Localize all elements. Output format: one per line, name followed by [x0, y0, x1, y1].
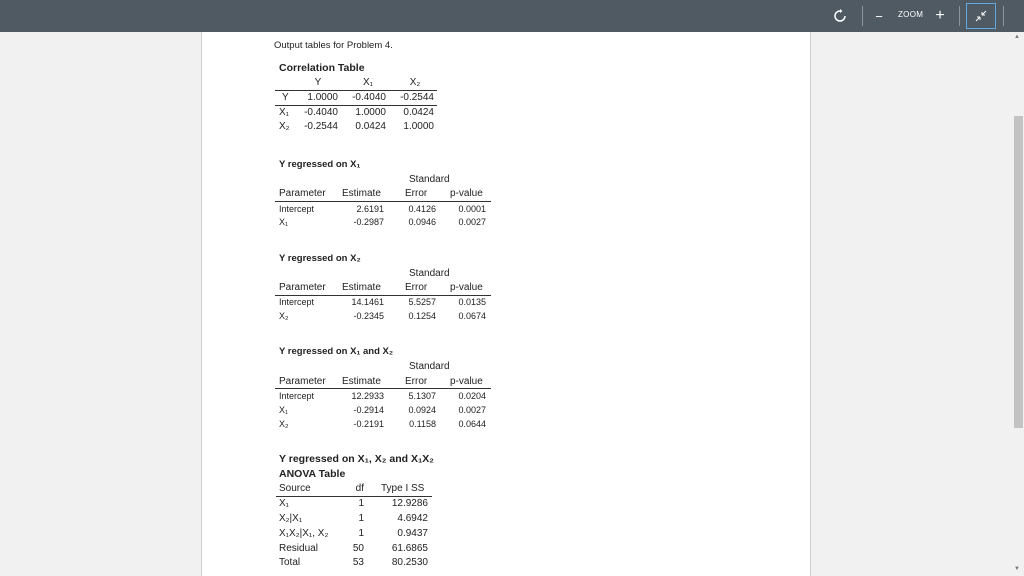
- reg-estimate: 14.1461: [351, 297, 384, 307]
- anova-df: 50: [352, 543, 364, 554]
- anova-source: X₂|X₁: [279, 513, 303, 524]
- anova-ss: 12.9286: [391, 498, 428, 509]
- reg-error: 0.0946: [408, 217, 436, 227]
- reg-header-standard: Standard: [409, 361, 450, 372]
- anova-df: 1: [358, 528, 364, 539]
- anova-source: X₁X₂|X₁, X₂: [279, 528, 329, 539]
- anova-source: Total: [279, 557, 301, 568]
- corr-title: Correlation Table: [279, 62, 365, 74]
- anova-title-1: Y regressed on X₁, X₂ and X₁X₂: [279, 453, 434, 465]
- anova-ss: 80.2530: [391, 557, 428, 568]
- toolbar-separator: [862, 6, 863, 26]
- reg-estimate: 12.2933: [351, 391, 384, 401]
- reg-pvalue: 0.0674: [458, 311, 486, 321]
- reg-error: 0.1254: [408, 311, 436, 321]
- corr-cell: 0.0424: [403, 107, 434, 118]
- reg-header-standard: Standard: [409, 268, 450, 279]
- reg-header-standard: Standard: [409, 174, 450, 185]
- table-rule: [275, 105, 437, 106]
- reg-param: Intercept: [279, 391, 315, 401]
- reg-header-error: Error: [405, 282, 428, 293]
- reg1-title: Y regressed on X₁: [279, 159, 361, 170]
- reg-error: 0.4126: [408, 204, 436, 214]
- reg-error: 0.1158: [409, 419, 436, 429]
- reg-header-pvalue: p-value: [450, 376, 483, 387]
- reg-param: Intercept: [279, 297, 315, 307]
- corr-col-header: X₂: [409, 77, 421, 88]
- reg-estimate: 2.6191: [356, 204, 384, 214]
- reg-pvalue: 0.0135: [458, 297, 486, 307]
- corr-cell: 1.0000: [307, 92, 338, 103]
- corr-cell: -0.2544: [400, 92, 434, 103]
- corr-cell: 1.0000: [403, 121, 434, 132]
- corr-row-label: X₁: [279, 107, 290, 118]
- anova-col-ss: Type I SS: [381, 483, 425, 494]
- scroll-down-arrow[interactable]: ▼: [1014, 566, 1020, 572]
- table-rule: [276, 496, 432, 497]
- reg-pvalue: 0.0001: [458, 204, 486, 214]
- reg-header-error: Error: [405, 376, 428, 387]
- reg-header-parameter: Parameter: [279, 188, 326, 199]
- corr-cell: -0.4040: [352, 92, 386, 103]
- reg-param: X₁: [279, 217, 289, 227]
- reg-param: X₂: [279, 311, 289, 321]
- corr-row-label: Y: [282, 92, 289, 103]
- toolbar-separator: [959, 6, 960, 26]
- reg-estimate: -0.2191: [353, 419, 384, 429]
- reg-pvalue: 0.0027: [458, 217, 486, 227]
- anova-df: 53: [352, 557, 364, 568]
- viewer-toolbar: [0, 0, 1024, 32]
- table-rule: [275, 90, 437, 91]
- anova-ss: 61.6865: [391, 543, 428, 554]
- reg-header-parameter: Parameter: [279, 376, 326, 387]
- corr-col-header: Y: [314, 77, 322, 88]
- corr-cell: 0.0424: [355, 121, 386, 132]
- anova-df: 1: [358, 498, 364, 509]
- corr-cell: -0.4040: [304, 107, 338, 118]
- scroll-up-arrow[interactable]: ▲: [1014, 34, 1020, 40]
- reg-header-estimate: Estimate: [342, 376, 381, 387]
- reg-pvalue: 0.0027: [458, 405, 486, 415]
- document-page: [201, 32, 811, 576]
- anova-df: 1: [358, 513, 364, 524]
- zoom-out-button[interactable]: −: [875, 8, 883, 24]
- intro-text: Output tables for Problem 4.: [274, 40, 393, 51]
- reg-error: 0.0924: [408, 405, 436, 415]
- reg-header-estimate: Estimate: [342, 188, 381, 199]
- anova-source: Residual: [279, 543, 318, 554]
- zoom-label: ZOOM: [898, 10, 924, 19]
- corr-cell: 1.0000: [355, 107, 386, 118]
- reg-header-pvalue: p-value: [450, 282, 483, 293]
- reg-param: X₂: [279, 419, 289, 429]
- reg-error: 5.5257: [408, 297, 436, 307]
- scrollbar-thumb[interactable]: [1014, 116, 1023, 428]
- anova-ss: 0.9437: [397, 528, 428, 539]
- reg-pvalue: 0.0204: [458, 391, 486, 401]
- reg-pvalue: 0.0644: [458, 419, 486, 429]
- reg2-title: Y regressed on X₂: [279, 253, 361, 264]
- anova-title-2: ANOVA Table: [279, 468, 346, 480]
- collapse-icon: [975, 10, 987, 22]
- table-rule: [275, 388, 491, 389]
- anova-source: X₁: [279, 498, 290, 509]
- table-rule: [275, 201, 491, 202]
- reg-header-parameter: Parameter: [279, 282, 326, 293]
- corr-cell: -0.2544: [304, 121, 338, 132]
- anova-col-df: df: [355, 483, 364, 494]
- reg-estimate: -0.2914: [353, 405, 384, 415]
- zoom-in-button[interactable]: +: [935, 7, 945, 24]
- anova-ss: 4.6942: [397, 513, 428, 524]
- reg-header-estimate: Estimate: [342, 282, 381, 293]
- corr-col-header: X₁: [362, 77, 374, 88]
- reg-estimate: -0.2345: [353, 311, 384, 321]
- reg-param: Intercept: [279, 204, 315, 214]
- reg-param: X₁: [279, 405, 289, 415]
- reg-header-pvalue: p-value: [450, 188, 483, 199]
- corr-row-label: X₂: [279, 121, 290, 132]
- reg-error: 5.1307: [408, 391, 436, 401]
- toolbar-separator: [1003, 6, 1004, 26]
- exit-fullscreen-button[interactable]: [966, 3, 996, 29]
- reg-estimate: -0.2987: [353, 217, 384, 227]
- reg3-title: Y regressed on X₁ and X₂: [279, 346, 394, 357]
- refresh-icon[interactable]: [830, 6, 850, 26]
- anova-col-source: Source: [279, 483, 311, 494]
- reg-header-error: Error: [405, 188, 428, 199]
